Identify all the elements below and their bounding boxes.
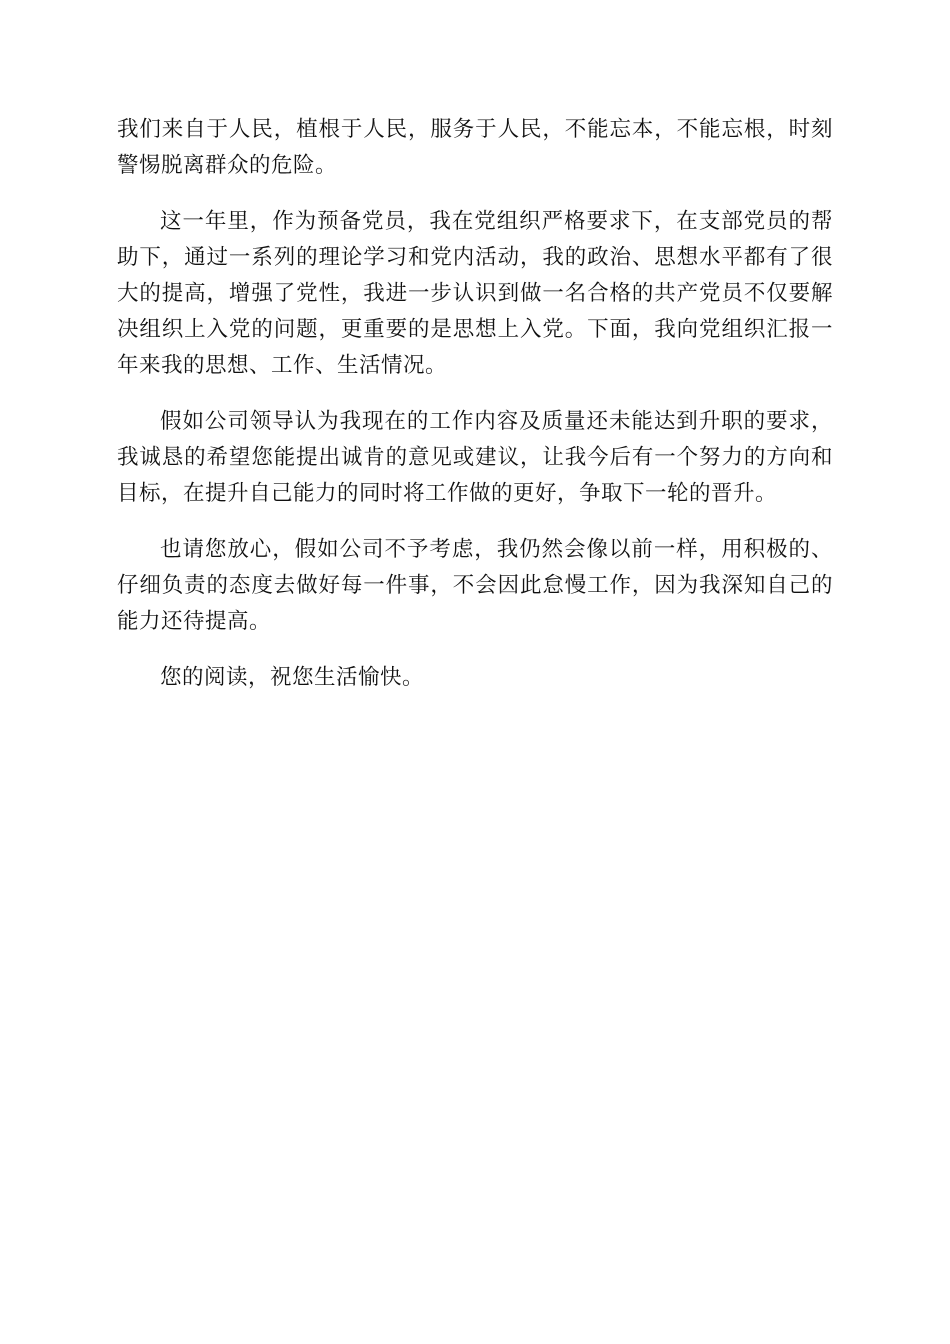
- document-body: [117, 112, 833, 716]
- paragraph-3: 假如公司领导认为我现在的工作内容及质量还未能达到升职的要求，我诚恳的希望您能提出诚肯的意见或建议，让我今后有一个努力的方向和目标，在提升自己能力的同时将工作做的更好，争取下一轮的晋升。: [117, 409, 833, 506]
- paragraph-5: 您的阅读，祝您生活愉快。: [160, 665, 425, 690]
- paragraph-1: 我们来自于人民，植根于人民，服务于人民，不能忘本，不能忘根，时刻警惕脱离群众的危险。: [117, 117, 833, 178]
- paragraph-2: 这一年里，作为预备党员，我在党组织严格要求下，在支部党员的帮助下，通过一系列的理论学习和党内活动，我的政治、思想水平都有了很大的提高，增强了党性，我进一步认识到做一名合格的共产党员不仅要解决组织上入党的问题，更重要的是思想上入党。下面，我向党组织汇报一年来我的思想、工作、生活情况。: [117, 209, 833, 378]
- paragraph-4: 也请您放心，假如公司不予考虑，我仍然会像以前一样，用积极的、仔细负责的态度去做好每一件事，不会因此怠慢工作，因为我深知自己的能力还待提高。: [117, 537, 833, 634]
